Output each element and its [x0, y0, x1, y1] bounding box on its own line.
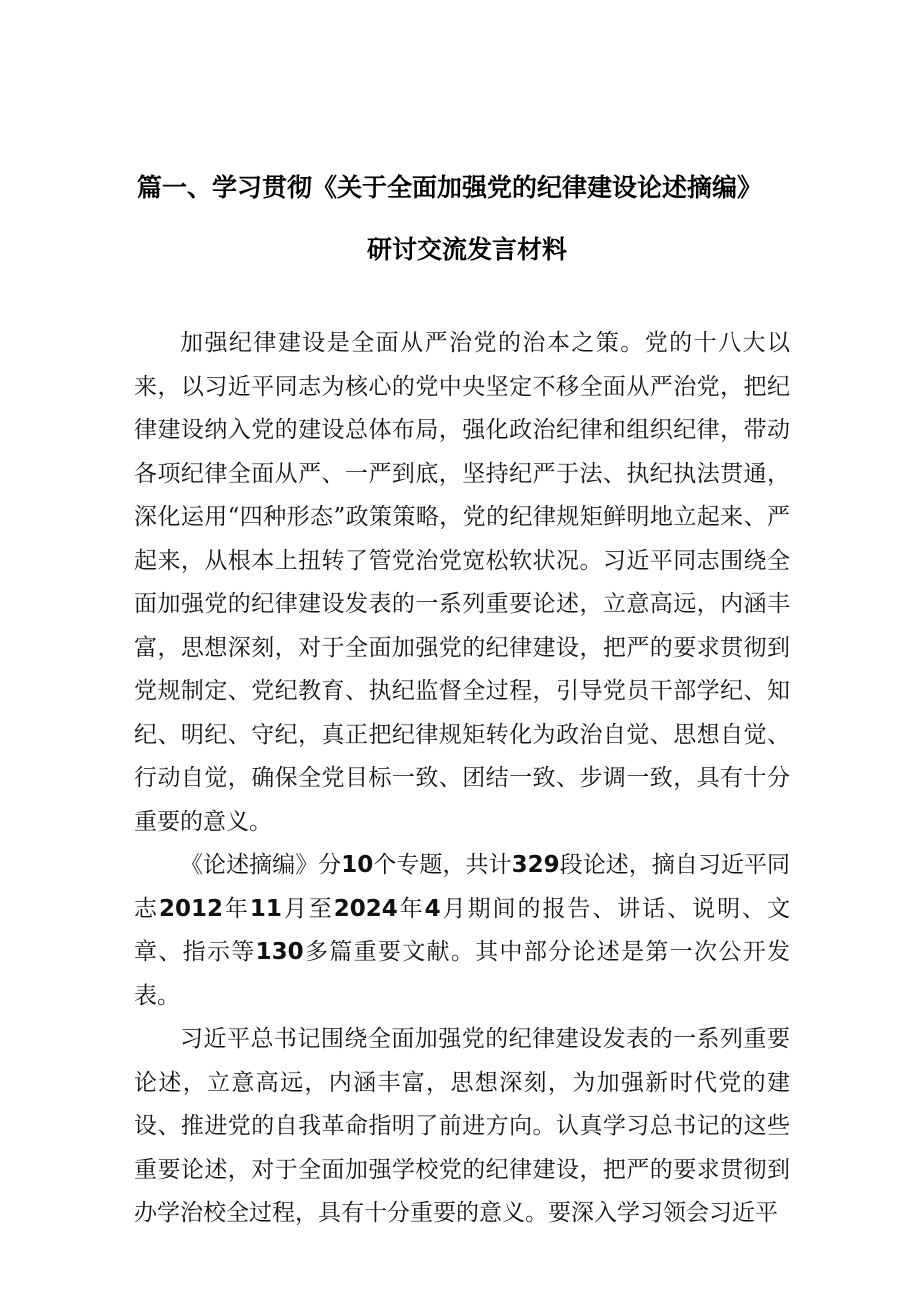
paragraph-2-number: 329 [511, 852, 560, 878]
paragraph-2-text: 年 [222, 895, 250, 922]
paragraph-2-number: 4 [424, 895, 441, 922]
paragraph-2-text: 年 [397, 895, 425, 922]
paragraph-2-number: 2024 [333, 895, 398, 922]
document-title-line-2: 研讨交流发言材料 [367, 235, 568, 264]
paragraph-2-number: 2012 [158, 895, 223, 922]
paragraph-2-number: 10 [341, 852, 374, 878]
paragraph-2-number: 11 [249, 895, 282, 922]
paragraph-1: 加强纪律建设是全面从严治党的治本之策。党的十八大以来，以习近平同志为核心的党中央坚定不移全面从严治党，把纪律建设纳入党的建设总体布局，强化政治纪律和组织纪律，带动各项纪律全面从严、一严到底，坚持纪严于法、执纪执法贯通，深化运用“四种形态”政策策略，党的纪律规矩鲜明地立起来、严起来，从根本上扭转了管党治党宽松软状况。习近平同志围绕全面加强党的纪律建设发表的一系列重要论述，立意高远，内涵丰富，思想深刻，对于全面加强党的纪律建设，把严的要求贯彻到党规制定、党纪教育、执纪监督全过程，引导党员干部学纪、知纪、明纪、守纪，真正把纪律规矩转化为政治自觉、思想自觉、行动自觉，确保全党目标一致、团结一致、步调一致，具有十分重要的意义。 [134, 330, 790, 835]
document-body [134, 322, 790, 1236]
paragraph-2-text: 月至 [281, 895, 334, 922]
paragraph-2-text: 《论述摘编》分 [180, 852, 342, 878]
paragraph-2-number: 130 [255, 939, 304, 965]
paragraph-2-text: 个专题，共计 [373, 852, 512, 878]
document-title-line-1: 篇一、学习贯彻《关于全面加强党的纪律建设论述摘编》 [137, 173, 763, 202]
paragraph-2-text: 多篇重要文献。其中部分论述是第一次公开发表。 [134, 939, 791, 1009]
paragraph-2-text: 月期间的报告、讲话、说明、文章、指示等 [134, 895, 791, 965]
paragraph-3: 习近平总书记围绕全面加强党的纪律建设发表的一系列重要论述，立意高远，内涵丰富，思想深刻，为加强新时代党的建设、推进党的自我革命指明了前进方向。认真学习总书记的这些重要论述，对于全面加强学校党的纪律建设，把严的要求贯彻到办学治校全过程，具有十分重要的意义。要深入学习领会习近平 [134, 1026, 790, 1226]
paragraph-2 [134, 844, 790, 1018]
paragraph-2-text: 段论述，摘自习近平同志 [134, 852, 791, 922]
